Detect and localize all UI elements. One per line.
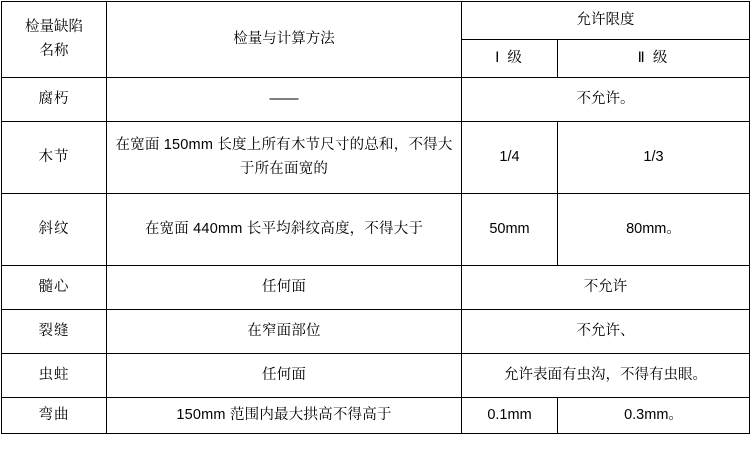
defect-name: 虫蛀 xyxy=(2,354,107,398)
header-defect-name-line1: 检量缺陷 xyxy=(25,18,83,35)
defect-name: 裂缝 xyxy=(2,310,107,354)
defect-method: 任何面 xyxy=(107,354,462,398)
table-row xyxy=(2,266,750,310)
defect-limit-grade-2: 0.3mm。 xyxy=(558,398,750,434)
defect-limit-grade-2: 80mm。 xyxy=(558,194,750,266)
defect-name: 腐朽 xyxy=(2,78,107,122)
defect-name: 木节 xyxy=(2,122,107,194)
defect-limit: 不允许、 xyxy=(462,310,750,354)
table-row xyxy=(2,354,750,398)
defect-limit-grade-1: 50mm xyxy=(462,194,558,266)
table-row xyxy=(2,194,750,266)
defect-name: 斜纹 xyxy=(2,194,107,266)
defect-limit: 允许表面有虫沟，不得有虫眼。 xyxy=(462,354,750,398)
defect-limit-grade-1: 0.1mm xyxy=(462,398,558,434)
defect-limit: 不允许 xyxy=(462,266,750,310)
defect-method: 在宽面 440mm 长平均斜纹高度，不得大于 xyxy=(107,194,462,266)
header-limit: 允许限度 xyxy=(462,2,750,40)
header-defect-name-line2: 名称 xyxy=(39,42,69,59)
header-grade-2: Ⅱ 级 xyxy=(558,40,750,78)
defect-method: 在窄面部位 xyxy=(107,310,462,354)
defect-name: 髓心 xyxy=(2,266,107,310)
defect-limit: 不允许。 xyxy=(462,78,750,122)
defect-spec-table xyxy=(1,1,750,434)
defect-method: 150mm 范围内最大拱高不得高于 xyxy=(107,398,462,434)
defect-method: 在宽面 150mm 长度上所有木节尺寸的总和，不得大于所在面宽的 xyxy=(107,122,462,194)
defect-method: 任何面 xyxy=(107,266,462,310)
table-row xyxy=(2,122,750,194)
document-page xyxy=(0,1,750,470)
defect-limit-grade-1: 1/4 xyxy=(462,122,558,194)
table-row xyxy=(2,78,750,122)
table-header-row-1 xyxy=(2,2,750,40)
defect-limit-grade-2: 1/3 xyxy=(558,122,750,194)
table-row xyxy=(2,310,750,354)
defect-method: —— xyxy=(107,78,462,122)
header-defect-name xyxy=(2,2,107,78)
table-row xyxy=(2,398,750,434)
header-method: 检量与计算方法 xyxy=(107,2,462,78)
header-grade-1: Ⅰ 级 xyxy=(462,40,558,78)
defect-name: 弯曲 xyxy=(2,398,107,434)
